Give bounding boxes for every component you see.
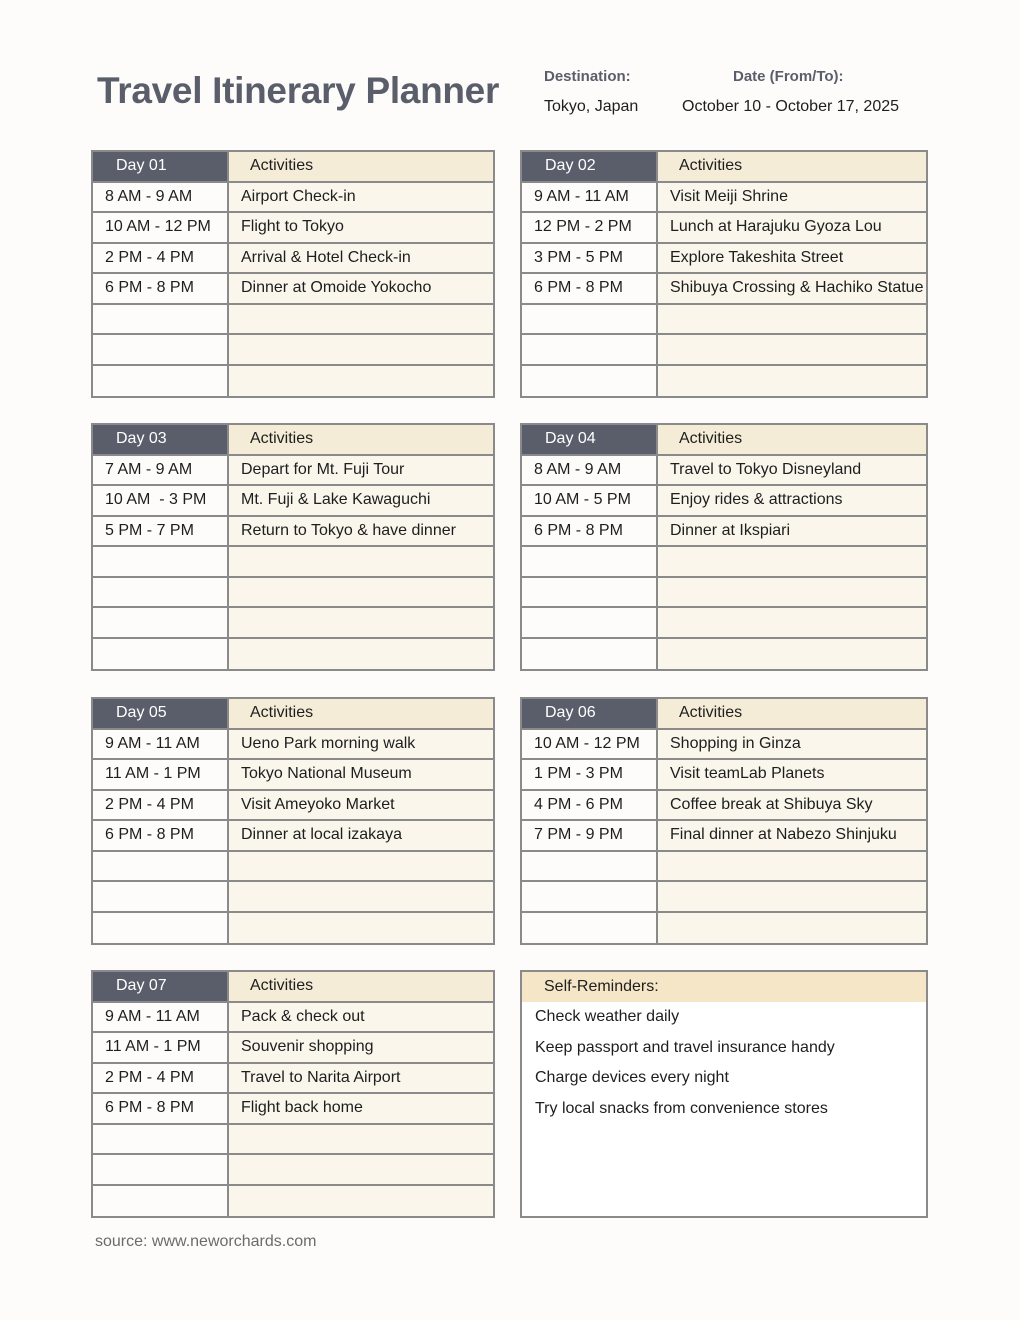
activity-cell[interactable]: Travel to Tokyo Disneyland: [658, 456, 926, 485]
table-row: [522, 274, 926, 305]
time-cell[interactable]: 9 AM - 11 AM: [93, 1003, 229, 1032]
table-row: [93, 1155, 493, 1186]
table-row: [93, 913, 493, 944]
table-row: [93, 335, 493, 366]
time-cell[interactable]: 5 PM - 7 PM: [93, 517, 229, 546]
activity-cell[interactable]: Airport Check-in: [229, 183, 493, 212]
table-row: [522, 639, 926, 670]
time-cell[interactable]: 11 AM - 1 PM: [93, 1033, 229, 1062]
time-cell[interactable]: [522, 578, 658, 607]
activity-cell[interactable]: [229, 305, 493, 334]
table-row: [522, 335, 926, 366]
time-cell[interactable]: [93, 1155, 229, 1184]
table-row: [522, 760, 926, 791]
activity-cell[interactable]: Visit Ameyoko Market: [229, 791, 493, 820]
activity-cell[interactable]: Visit teamLab Planets: [658, 760, 926, 789]
table-row: [522, 366, 926, 397]
time-cell[interactable]: 9 AM - 11 AM: [522, 183, 658, 212]
activity-cell[interactable]: Shopping in Ginza: [658, 730, 926, 759]
page-title: Travel Itinerary Planner: [97, 70, 500, 111]
table-row: [522, 244, 926, 275]
time-cell[interactable]: [522, 366, 658, 397]
table-row: [93, 639, 493, 670]
time-cell[interactable]: 11 AM - 1 PM: [93, 760, 229, 789]
day-block-4: [520, 423, 928, 671]
table-row: [93, 274, 493, 305]
table-row: [93, 1003, 493, 1034]
day-block-6: [520, 697, 928, 945]
time-cell[interactable]: [522, 639, 658, 670]
activity-cell[interactable]: [229, 335, 493, 364]
activity-cell[interactable]: Lunch at Harajuku Gyoza Lou: [658, 213, 926, 242]
activities-header: Activities: [658, 699, 926, 728]
table-row: [522, 730, 926, 761]
table-row: [93, 305, 493, 336]
reminder-item[interactable]: Keep passport and travel insurance handy: [535, 1038, 835, 1056]
activity-cell[interactable]: [229, 578, 493, 607]
activity-cell[interactable]: Dinner at Omoide Yokocho: [229, 274, 493, 303]
activity-cell[interactable]: [229, 1125, 493, 1154]
time-cell[interactable]: 4 PM - 6 PM: [522, 791, 658, 820]
activity-cell[interactable]: Dinner at local izakaya: [229, 821, 493, 850]
time-cell[interactable]: [93, 366, 229, 397]
table-row: [93, 183, 493, 214]
time-cell[interactable]: [522, 608, 658, 637]
reminder-item[interactable]: Try local snacks from convenience stores: [535, 1099, 828, 1117]
time-cell[interactable]: [93, 608, 229, 637]
activities-header: Activities: [658, 152, 926, 181]
activity-cell[interactable]: Travel to Narita Airport: [229, 1064, 493, 1093]
table-row: [93, 486, 493, 517]
time-cell[interactable]: [522, 305, 658, 334]
time-cell[interactable]: [93, 1125, 229, 1154]
activity-cell[interactable]: [229, 608, 493, 637]
day-block-5: [91, 697, 495, 945]
time-cell[interactable]: 7 PM - 9 PM: [522, 821, 658, 850]
self-reminders-box: [520, 970, 928, 1218]
day-header-row: [522, 152, 926, 183]
day-label: Day 06: [522, 699, 658, 728]
table-row: [522, 213, 926, 244]
activity-cell[interactable]: [658, 578, 926, 607]
time-cell[interactable]: [522, 852, 658, 881]
activity-cell[interactable]: Flight back home: [229, 1094, 493, 1123]
time-cell[interactable]: [93, 578, 229, 607]
day-block-3: [91, 423, 495, 671]
activities-header: Activities: [229, 972, 493, 1001]
activity-cell[interactable]: [229, 1155, 493, 1184]
table-row: [522, 517, 926, 548]
activity-cell[interactable]: Souvenir shopping: [229, 1033, 493, 1062]
day-header-row: [93, 699, 493, 730]
activity-cell[interactable]: Final dinner at Nabezo Shinjuku: [658, 821, 926, 850]
table-row: [93, 1094, 493, 1125]
time-cell[interactable]: 8 AM - 9 AM: [93, 183, 229, 212]
table-row: [93, 547, 493, 578]
table-row: [522, 791, 926, 822]
table-row: [522, 183, 926, 214]
table-row: [93, 882, 493, 913]
activity-cell[interactable]: [229, 366, 493, 397]
dates-label: Date (From/To):: [733, 68, 844, 85]
table-row: [522, 913, 926, 944]
activity-cell[interactable]: Shibuya Crossing & Hachiko Statue: [658, 274, 926, 303]
time-cell[interactable]: 10 AM - 5 PM: [522, 486, 658, 515]
activity-cell[interactable]: [658, 547, 926, 576]
activity-cell[interactable]: [658, 335, 926, 364]
activities-header: Activities: [658, 425, 926, 454]
activity-cell[interactable]: [229, 639, 493, 670]
table-row: [93, 1125, 493, 1156]
activity-cell[interactable]: Pack & check out: [229, 1003, 493, 1032]
table-row: [93, 1033, 493, 1064]
time-cell[interactable]: 12 PM - 2 PM: [522, 213, 658, 242]
destination-label: Destination:: [544, 68, 631, 85]
time-cell[interactable]: 6 PM - 8 PM: [522, 517, 658, 546]
table-row: [93, 1064, 493, 1095]
activity-cell[interactable]: Dinner at Ikspiari: [658, 517, 926, 546]
activity-cell[interactable]: Explore Takeshita Street: [658, 244, 926, 273]
reminder-item[interactable]: Charge devices every night: [535, 1069, 729, 1086]
destination-value: Tokyo, Japan: [544, 98, 639, 115]
activity-cell[interactable]: Coffee break at Shibuya Sky: [658, 791, 926, 820]
time-cell[interactable]: [93, 335, 229, 364]
day-header-row: [522, 425, 926, 456]
activity-cell[interactable]: Flight to Tokyo: [229, 213, 493, 242]
time-cell[interactable]: 2 PM - 4 PM: [93, 244, 229, 273]
dates-value: October 10 - October 17, 2025: [682, 98, 900, 115]
reminder-item[interactable]: Check weather daily: [535, 1008, 680, 1025]
day-block-7: [91, 970, 495, 1218]
day-label: Day 03: [93, 425, 229, 454]
activity-cell[interactable]: [658, 852, 926, 881]
day-label: Day 05: [93, 699, 229, 728]
time-cell[interactable]: 10 AM - 12 PM: [93, 213, 229, 242]
time-cell[interactable]: 7 AM - 9 AM: [93, 456, 229, 485]
activities-header: Activities: [229, 699, 493, 728]
activity-cell[interactable]: Arrival & Hotel Check-in: [229, 244, 493, 273]
table-row: [93, 456, 493, 487]
table-row: [522, 608, 926, 639]
table-row: [93, 1186, 493, 1217]
activity-cell[interactable]: [229, 852, 493, 881]
table-row: [93, 213, 493, 244]
activity-cell[interactable]: [229, 882, 493, 911]
activity-cell[interactable]: Tokyo National Museum: [229, 760, 493, 789]
table-row: [93, 608, 493, 639]
time-cell[interactable]: 9 AM - 11 AM: [93, 730, 229, 759]
table-row: [522, 821, 926, 852]
activity-cell[interactable]: [658, 608, 926, 637]
table-row: [522, 578, 926, 609]
time-cell[interactable]: [522, 882, 658, 911]
day-block-2: [520, 150, 928, 398]
table-row: [93, 852, 493, 883]
day-header-row: [93, 152, 493, 183]
time-cell[interactable]: 10 AM - 12 PM: [522, 730, 658, 759]
table-row: [522, 882, 926, 913]
time-cell[interactable]: 2 PM - 4 PM: [93, 791, 229, 820]
day-label: Day 01: [93, 152, 229, 181]
activity-cell[interactable]: [658, 366, 926, 397]
source-credit: source: www.neworchards.com: [95, 1233, 317, 1250]
activity-cell[interactable]: [229, 913, 493, 944]
time-cell[interactable]: [522, 335, 658, 364]
activity-cell[interactable]: Ueno Park morning walk: [229, 730, 493, 759]
time-cell[interactable]: 6 PM - 8 PM: [93, 1094, 229, 1123]
activities-header: Activities: [229, 152, 493, 181]
time-cell[interactable]: [93, 547, 229, 576]
activity-cell[interactable]: Mt. Fuji & Lake Kawaguchi: [229, 486, 493, 515]
table-row: [93, 730, 493, 761]
time-cell[interactable]: 1 PM - 3 PM: [522, 760, 658, 789]
activity-cell[interactable]: [658, 913, 926, 944]
activity-cell[interactable]: Depart for Mt. Fuji Tour: [229, 456, 493, 485]
self-reminders-title: Self-Reminders:: [522, 972, 926, 1002]
table-row: [522, 456, 926, 487]
table-row: [522, 852, 926, 883]
table-row: [522, 547, 926, 578]
day-label: Day 02: [522, 152, 658, 181]
table-row: [93, 517, 493, 548]
activity-cell[interactable]: [658, 639, 926, 670]
time-cell[interactable]: 2 PM - 4 PM: [93, 1064, 229, 1093]
time-cell[interactable]: [522, 547, 658, 576]
activity-cell[interactable]: [229, 1186, 493, 1217]
time-cell[interactable]: [93, 1186, 229, 1217]
time-cell[interactable]: 8 AM - 9 AM: [522, 456, 658, 485]
time-cell[interactable]: 6 PM - 8 PM: [93, 821, 229, 850]
table-row: [93, 791, 493, 822]
day-label: Day 07: [93, 972, 229, 1001]
time-cell[interactable]: [93, 639, 229, 670]
day-header-row: [93, 425, 493, 456]
table-row: [522, 305, 926, 336]
activity-cell[interactable]: Enjoy rides & attractions: [658, 486, 926, 515]
activity-cell[interactable]: [658, 305, 926, 334]
time-cell[interactable]: 10 AM - 3 PM: [93, 486, 229, 515]
table-row: [93, 578, 493, 609]
activity-cell[interactable]: Visit Meiji Shrine: [658, 183, 926, 212]
time-cell[interactable]: [93, 852, 229, 881]
time-cell[interactable]: 6 PM - 8 PM: [93, 274, 229, 303]
time-cell[interactable]: [93, 305, 229, 334]
time-cell[interactable]: [93, 913, 229, 944]
time-cell[interactable]: [93, 882, 229, 911]
table-row: [93, 760, 493, 791]
activity-cell[interactable]: Return to Tokyo & have dinner: [229, 517, 493, 546]
time-cell[interactable]: 3 PM - 5 PM: [522, 244, 658, 273]
table-row: [93, 366, 493, 397]
activity-cell[interactable]: [229, 547, 493, 576]
time-cell[interactable]: [522, 913, 658, 944]
day-label: Day 04: [522, 425, 658, 454]
day-header-row: [522, 699, 926, 730]
table-row: [93, 821, 493, 852]
table-row: [522, 486, 926, 517]
day-header-row: [93, 972, 493, 1003]
day-block-1: [91, 150, 495, 398]
table-row: [93, 244, 493, 275]
time-cell[interactable]: 6 PM - 8 PM: [522, 274, 658, 303]
activity-cell[interactable]: [658, 882, 926, 911]
activities-header: Activities: [229, 425, 493, 454]
